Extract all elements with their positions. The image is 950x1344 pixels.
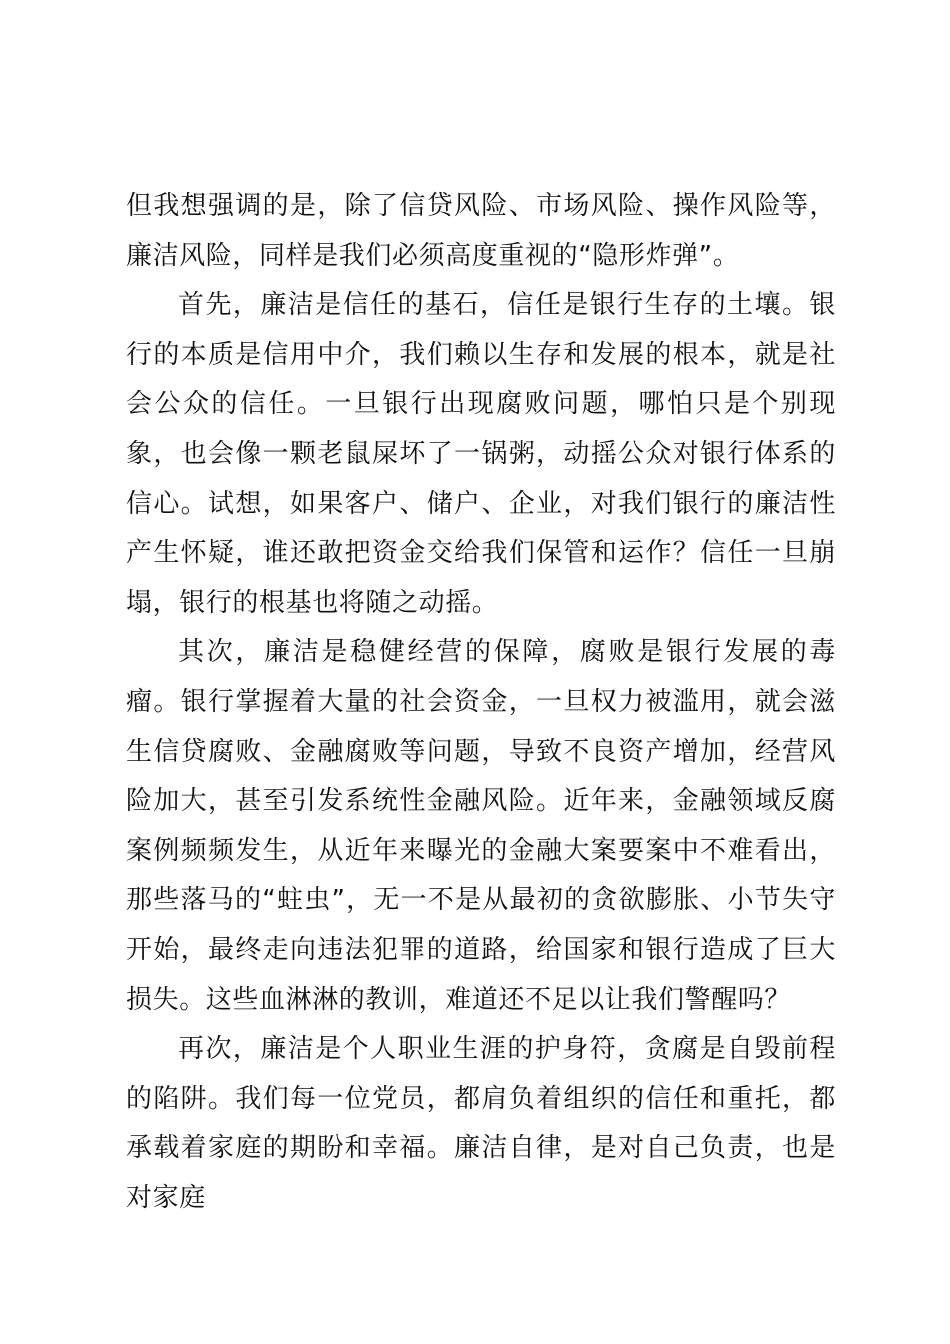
paragraph-4: 再次，廉洁是个人职业生涯的护身符，贪腐是自毁前程的陷阱。我们每一位党员，都肩负着组织的信任和重托，都承载着家庭的期盼和幸福。廉洁自律，是对自己负责，也是对家庭 bbox=[126, 1034, 836, 1213]
document-body bbox=[126, 182, 836, 1223]
paragraph-3: 其次，廉洁是稳健经营的保障，腐败是银行发展的毒瘤。银行掌握着大量的社会资金，一旦权力被滥用，就会滋生信贷腐败、金融腐败等问题，导致不良资产增加，经营风险加大，甚至引发系统性金融风险。近年来，金融领域反腐案例频频发生，从近年来曝光的金融大案要案中不难看出，那些落马的“蛀虫”，无一不是从最初的贪欲膨胀、小节失守开始，最终走向违法犯罪的道路，给国家和银行造成了巨大损失。这些血淋淋的教训，难道还不足以让我们警醒吗？ bbox=[126, 637, 836, 1015]
paragraph-2: 首先，廉洁是信任的基石，信任是银行生存的土壤。银行的本质是信用中介，我们赖以生存和发展的根本，就是社会公众的信任。一旦银行出现腐败问题，哪怕只是个别现象，也会像一颗老鼠屎坏了一锅粥，动摇公众对银行体系的信心。试想，如果客户、储户、企业，对我们银行的廉洁性产生怀疑，谁还敢把资金交给我们保管和运作？信任一旦崩塌，银行的根基也将随之动摇。 bbox=[126, 290, 836, 618]
paragraph-1: 但我想强调的是，除了信贷风险、市场风险、操作风险等，廉洁风险，同样是我们必须高度重视的“隐形炸弹”。 bbox=[126, 191, 836, 271]
